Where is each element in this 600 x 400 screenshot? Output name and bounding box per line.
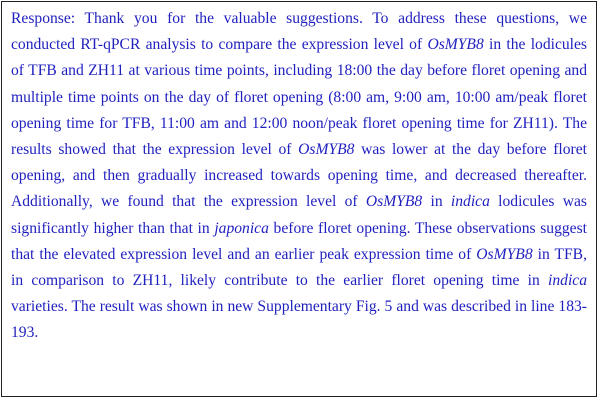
response-paragraph: [11, 6, 587, 347]
text-segment: varieties. The result was shown in new Supplementary Fig. 5 and was described in line 183-193.: [11, 298, 587, 342]
text-segment: in the lodicules of TFB and ZH11 at various time points, including 18:00 the day before floret opening and multiple time points on the day of floret opening (8:00 am, 9:00 am, 10:00 am/peak floret opening time for TFB, 11:00 am and 12:00 noon/peak floret opening time for ZH11). The results showed that the expression level of: [11, 36, 587, 159]
response-box: [1, 1, 597, 397]
subspecies-name: indica: [548, 272, 587, 290]
text-segment: before floret opening. These observations suggest that the elevated expression level and an earlier peak expression time of: [11, 219, 587, 263]
text-segment: Response: Thank you for the valuable suggestions. To address these questions, we conducted RT-qPCR analysis to compare the expression level of: [11, 10, 587, 54]
text-segment: lodicules was significantly higher than that in: [11, 193, 587, 237]
text-segment: in: [422, 193, 451, 211]
gene-name: OsMYB8: [476, 245, 533, 263]
text-segment: was lower at the day before floret opening, and then gradually increased towards opening time, and decreased thereafter. Additionally, we found that the expression level of: [11, 141, 587, 211]
gene-name: OsMYB8: [298, 141, 355, 159]
subspecies-name: indica: [450, 193, 490, 211]
gene-name: OsMYB8: [365, 193, 423, 211]
text-segment: in TFB, in comparison to ZH11, likely contribute to the earlier floret opening time in: [11, 245, 587, 290]
gene-name: OsMYB8: [427, 36, 484, 54]
subspecies-name: japonica: [214, 219, 269, 237]
